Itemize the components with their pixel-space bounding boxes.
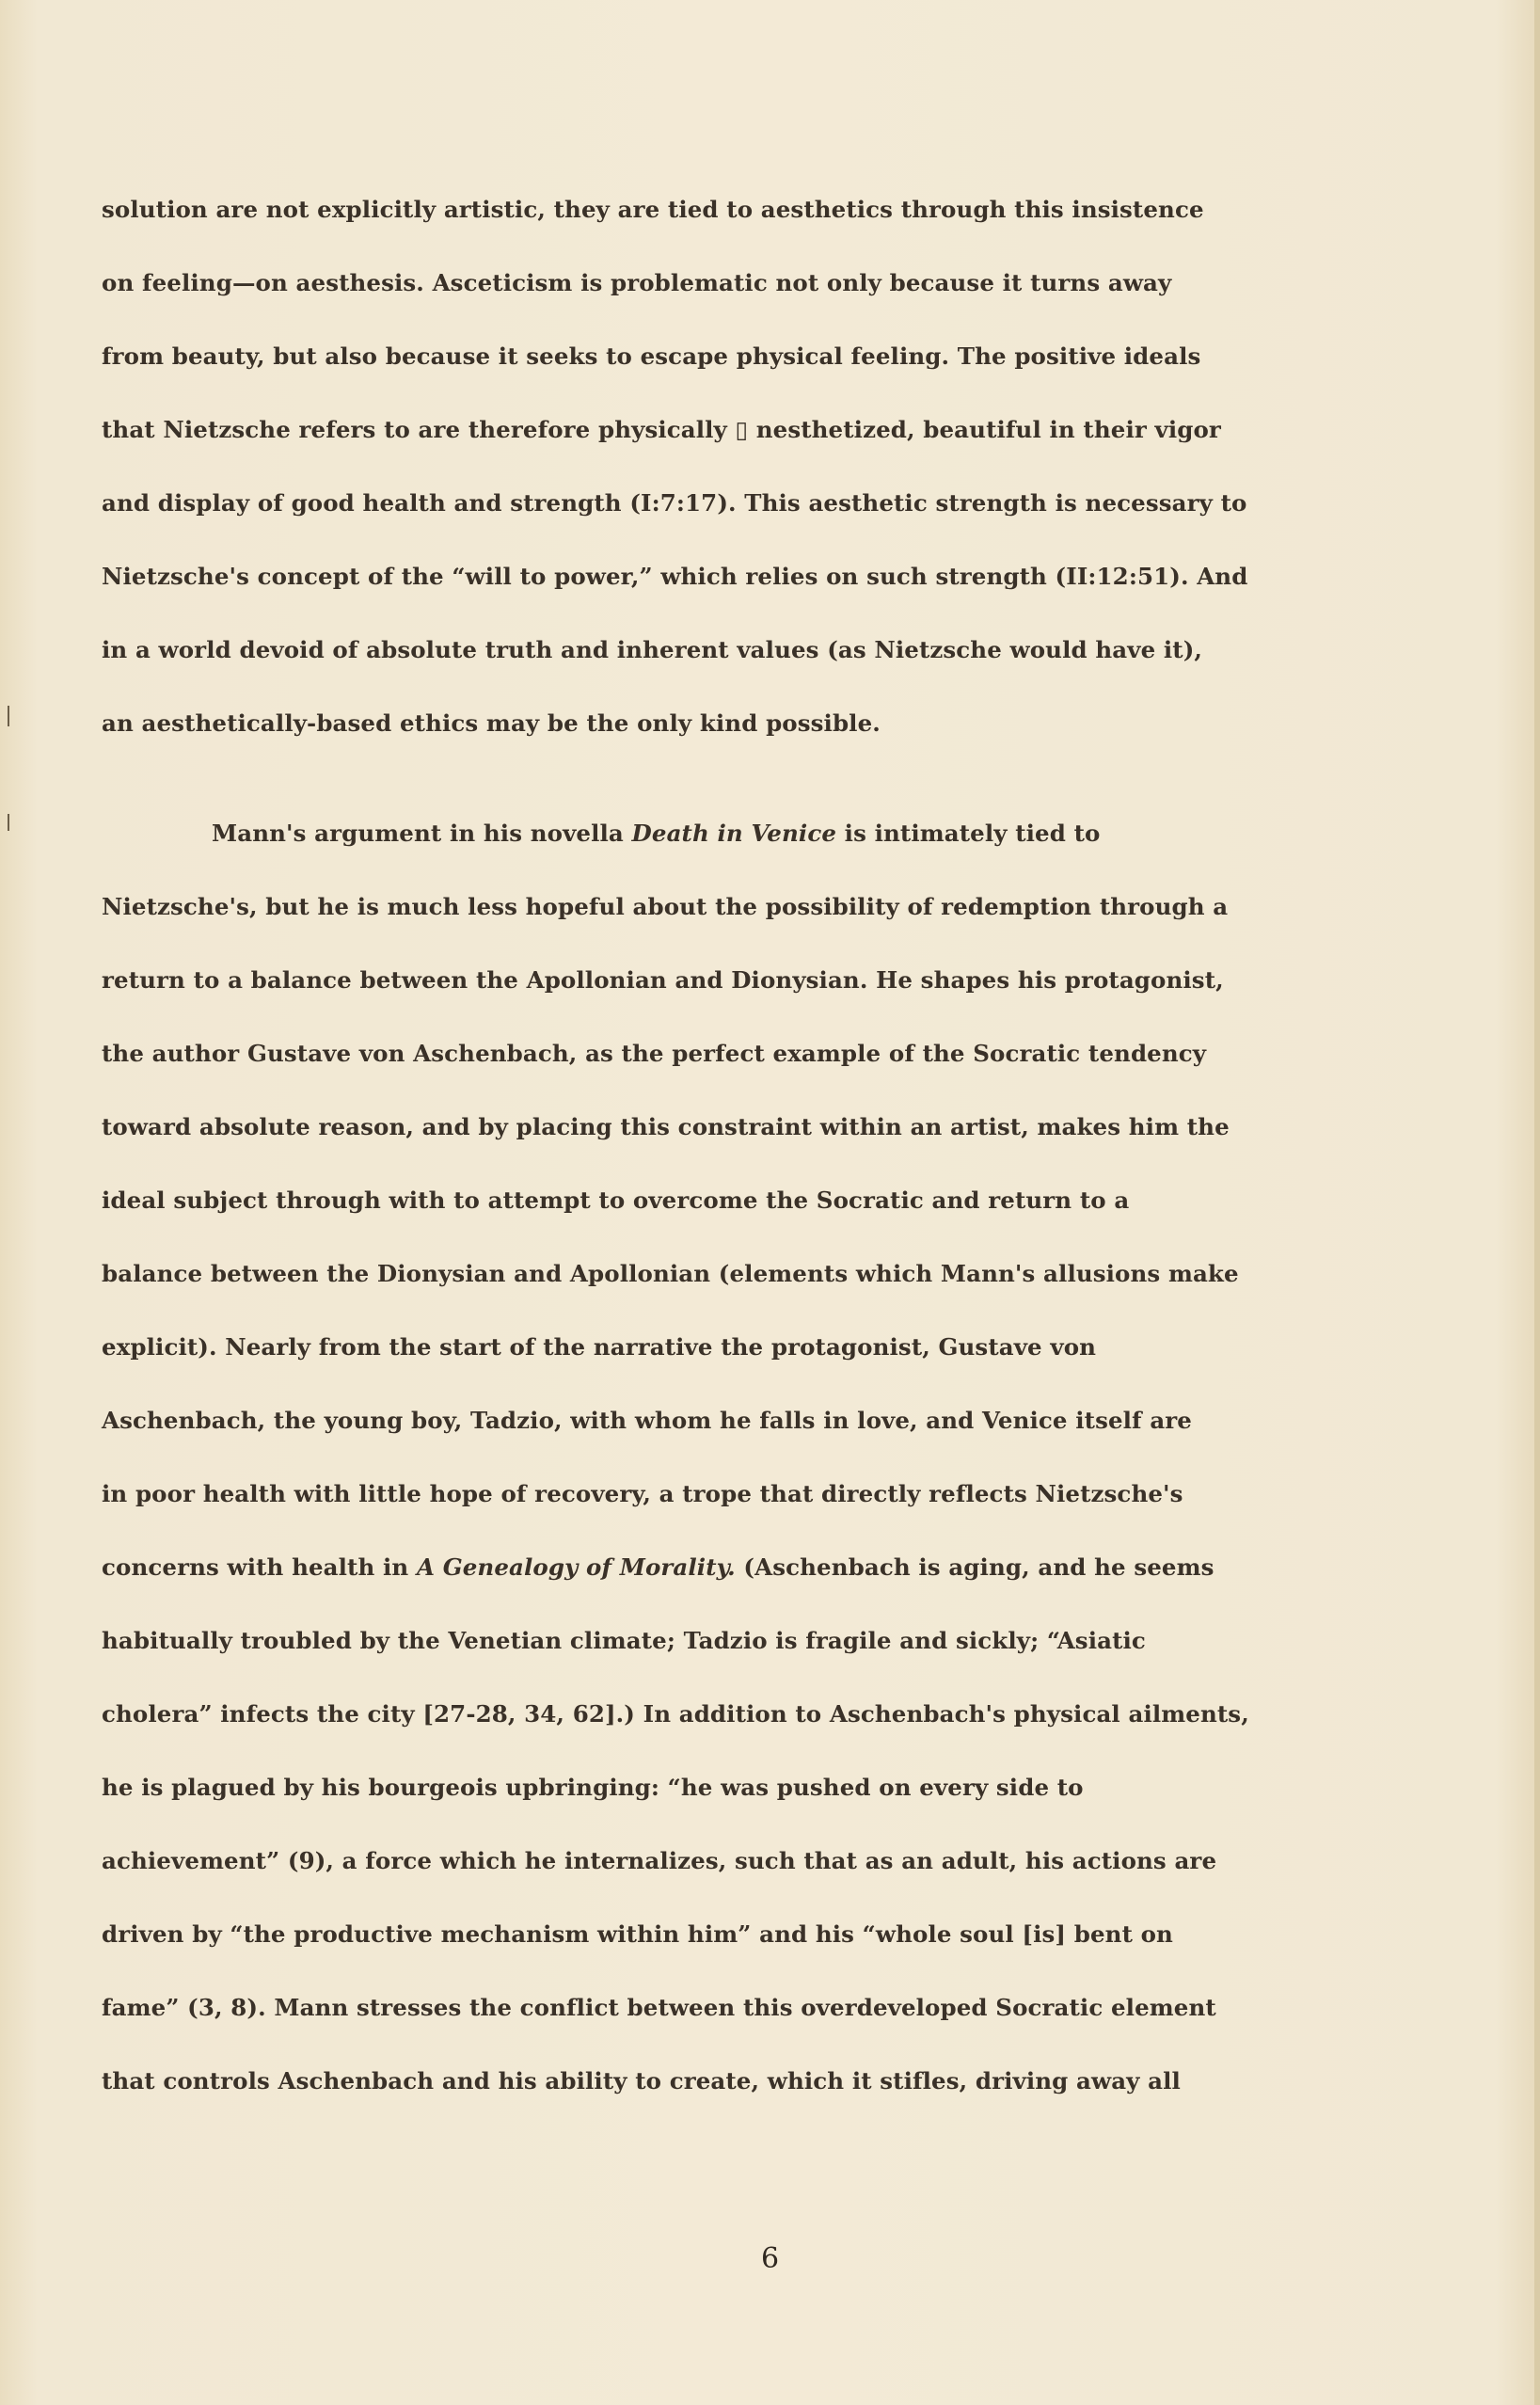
text-line: Nietzsche's concept of the “will to power,” which relies on such strength (II:12:51). And <box>102 563 1248 590</box>
text-line: achievement” (9), a force which he internalizes, such that as an adult, his actions are <box>102 1847 1217 1874</box>
text-line: driven by “the productive mechanism within him” and his “whole soul [is] bent on <box>102 1920 1173 1948</box>
text-line: in poor health with little hope of recovery, a trope that directly reflects Nietzsche's <box>102 1480 1183 1507</box>
text-line: balance between the Dionysian and Apollonian (elements which Mann's allusions make <box>102 1260 1239 1287</box>
text-line: Aschenbach, the young boy, Tadzio, with whom he falls in love, and Venice itself are <box>102 1407 1192 1434</box>
text-line <box>212 815 1100 852</box>
text-line: habitually troubled by the Venetian climate; Tadzio is fragile and sickly; “Asiatic <box>102 1627 1146 1654</box>
text-line: solution are not explicitly artistic, they are tied to aesthetics through this insistence <box>102 196 1204 223</box>
text-line: on feeling—on aesthesis. Asceticism is problematic not only because it turns away <box>102 269 1172 296</box>
text-line: ideal subject through with to attempt to overcome the Socratic and return to a <box>102 1187 1130 1214</box>
text-line: fame” (3, 8). Mann stresses the conflict between this overdeveloped Socratic element <box>102 1994 1216 2021</box>
text-line <box>102 1549 1215 1586</box>
text-run: is intimately tied to <box>836 820 1101 847</box>
text-line: he is plagued by his bourgeois upbringing: “he was pushed on every side to <box>102 1774 1084 1801</box>
text-line: cholera” infects the city [27-28, 34, 62].) In addition to Aschenbach's physical ailments, <box>102 1700 1249 1728</box>
book-title: A Genealogy of Morality. <box>416 1553 736 1581</box>
text-line: and display of good health and strength (I:7:17). This aesthetic strength is necessary to <box>102 489 1247 517</box>
text-run: Mann's argument in his novella <box>212 820 632 847</box>
text-run: concerns with health in <box>102 1553 417 1581</box>
text-line: that Nietzsche refers to are therefore physically ▯ nesthetized, beautiful in their vigor <box>102 416 1221 443</box>
text-run: (Aschenbach is aging, and he seems <box>735 1553 1215 1581</box>
text-line: from beauty, but also because it seeks to escape physical feeling. The positive ideals <box>102 342 1201 370</box>
text-line: that controls Aschenbach and his ability to create, which it stifles, driving away all <box>102 2067 1181 2094</box>
text-line: toward absolute reason, and by placing this constraint within an artist, makes him the <box>102 1113 1230 1140</box>
book-title: Death in Venice <box>631 820 837 847</box>
text-line: return to a balance between the Apollonian and Dionysian. He shapes his protagonist, <box>102 966 1224 994</box>
text-line: explicit). Nearly from the start of the narrative the protagonist, Gustave von <box>102 1333 1097 1361</box>
text-line: Nietzsche's, but he is much less hopeful about the possibility of redemption through a <box>102 893 1229 920</box>
text-line: the author Gustave von Aschenbach, as the perfect example of the Socratic tendency <box>102 1040 1207 1067</box>
page-number: 6 <box>760 2242 780 2275</box>
text-line: in a world devoid of absolute truth and inherent values (as Nietzsche would have it), <box>102 636 1203 663</box>
text-line: an aesthetically-based ethics may be the only kind possible. <box>102 709 881 737</box>
scan-edge-mark <box>8 706 9 726</box>
scan-edge-mark <box>8 814 9 831</box>
